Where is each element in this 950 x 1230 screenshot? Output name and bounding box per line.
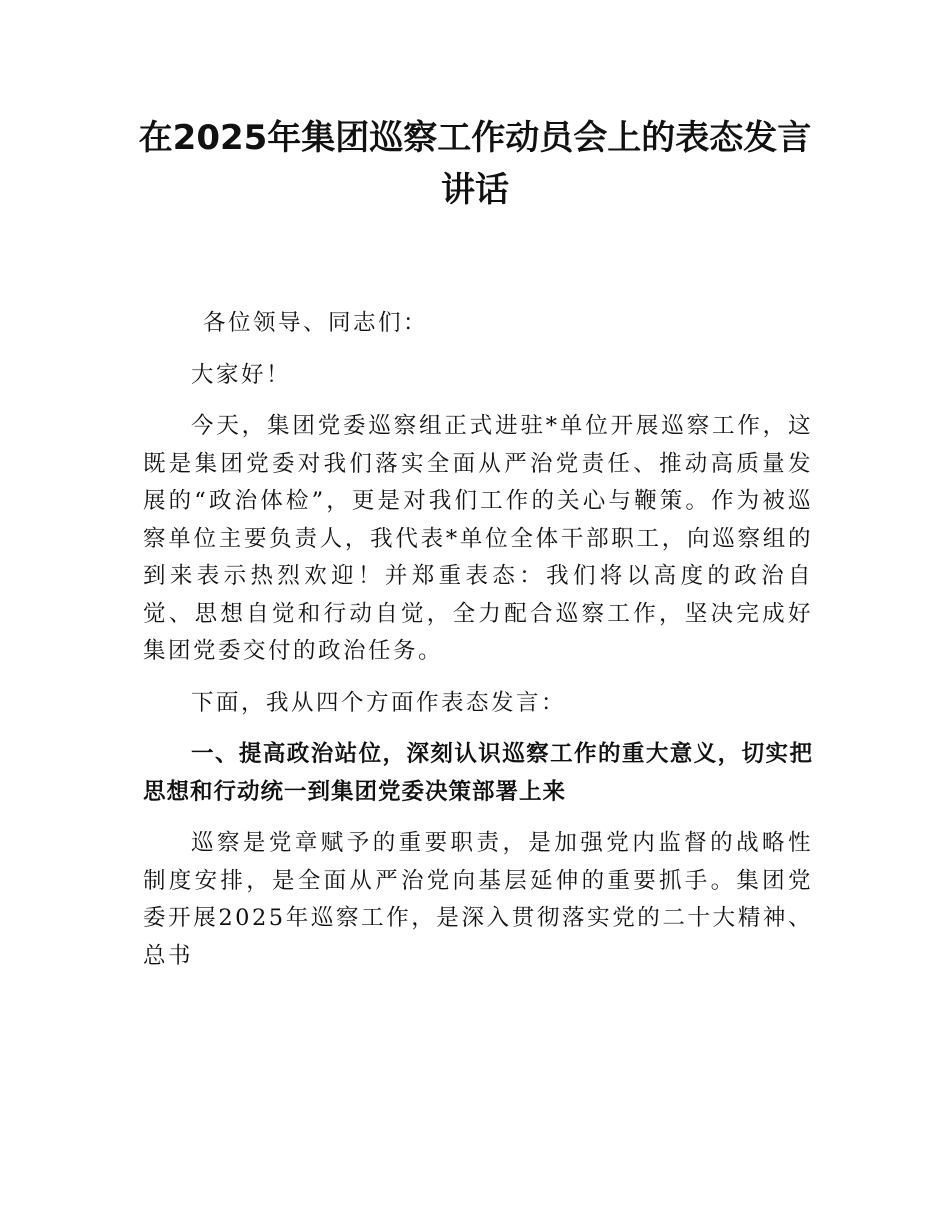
document-body [143, 305, 813, 989]
section-heading-1: 一、提高政治站位，深刻认识巡察工作的重大意义，切实把思想和行动统一到集团党委决策部署上来 [143, 741, 813, 805]
title-line-2: 讲话 [441, 170, 509, 210]
outline-paragraph: 下面，我从四个方面作表态发言： [191, 689, 567, 716]
title-line-1: 在2025年集团巡察工作动员会上的表态发言 [138, 118, 812, 158]
document-title [120, 112, 830, 216]
salutation: 各位领导、同志们： [203, 310, 429, 336]
greeting: 大家好！ [191, 361, 292, 388]
intro-paragraph: 今天，集团党委巡察组正式进驻*单位开展巡察工作，这既是集团党委对我们落实全面从严治党责任、推动高质量发展的“政治体检”，更是对我们工作的关心与鞭策。作为被巡察单位主要负责人，我代表*单位全体干部职工，向巡察组的到来表示热烈欢迎！并郑重表态：我们将以高度的政治自觉、思想自觉和行动自觉，全力配合巡察工作，坚决完成好集团党委交付的政治任务。 [143, 413, 813, 664]
section-1-paragraph: 巡察是党章赋予的重要职责，是加强党内监督的战略性制度安排，是全面从严治党向基层延伸的重要抓手。集团党委开展2025年巡察工作，是深入贯彻落实党的二十大精神、总书 [143, 830, 813, 969]
